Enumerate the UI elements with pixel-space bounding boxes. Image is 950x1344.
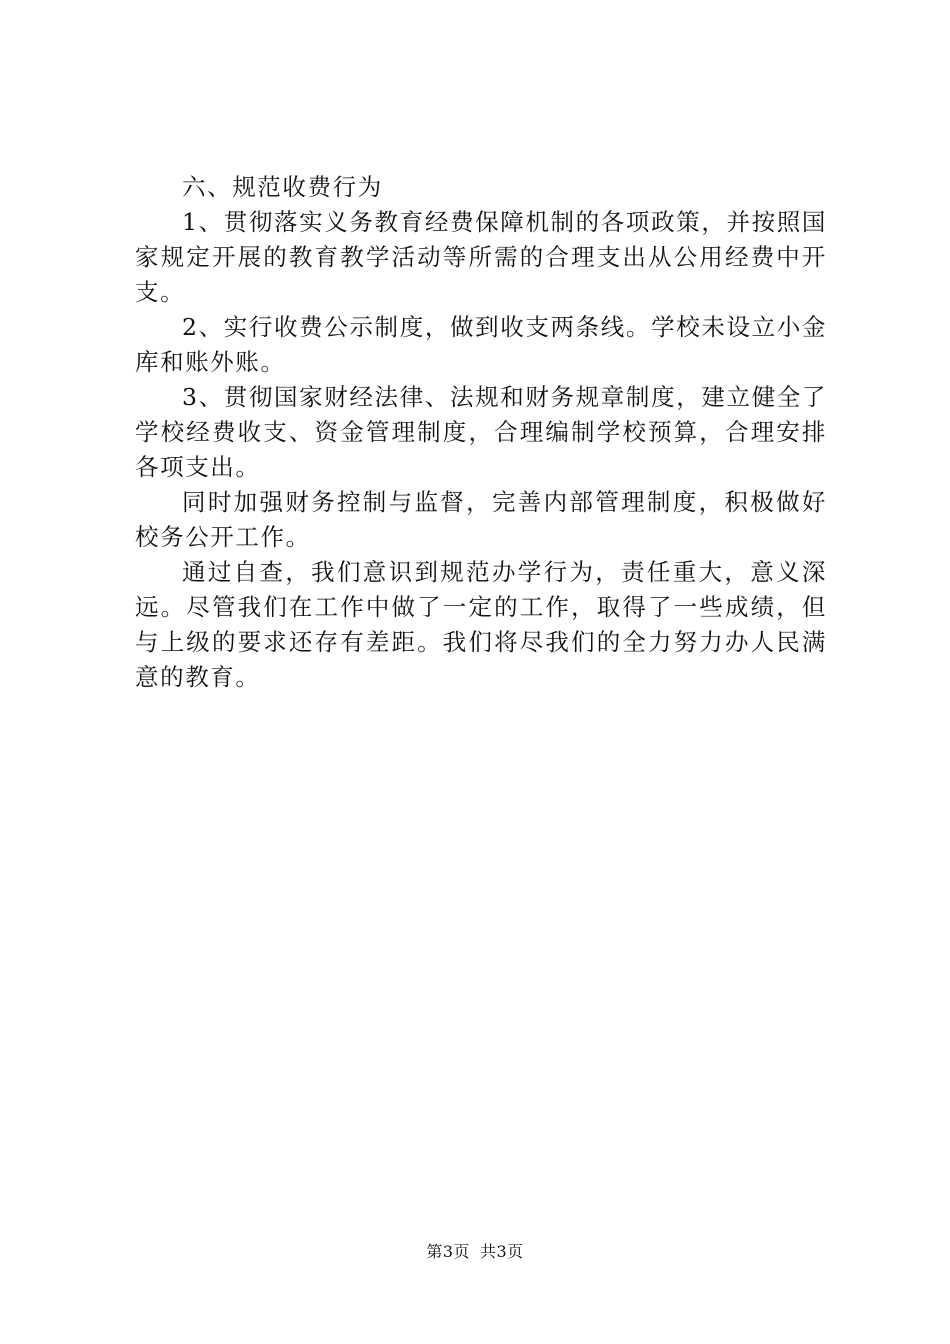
document-body (135, 170, 827, 695)
page-footer (0, 1240, 950, 1264)
paragraph-oversight: 同时加强财务控制与监督，完善内部管理制度，积极做好校务公开工作。 (135, 488, 827, 551)
page-number: 第3页 (426, 1242, 470, 1261)
page-total: 共3页 (480, 1242, 524, 1261)
section-heading: 六、规范收费行为 (182, 173, 383, 201)
paragraph-item-2: 2、实行收费公示制度，做到收支两条线。学校未设立小金库和账外账。 (135, 313, 827, 376)
paragraph-conclusion: 通过自查，我们意识到规范办学行为，责任重大，意义深远。尽管我们在工作中做了一定的工作，取得了一些成绩，但与上级的要求还存有差距。我们将尽我们的全力努力办人民满意的教育。 (135, 558, 827, 691)
paragraph-item-1: 1、贯彻落实义务教育经费保障机制的各项政策，并按照国家规定开展的教育教学活动等所需的合理支出从公用经费中开支。 (135, 208, 827, 306)
paragraph-item-3: 3、贯彻国家财经法律、法规和财务规章制度，建立健全了学校经费收支、资金管理制度，合理编制学校预算，合理安排各项支出。 (135, 383, 827, 481)
